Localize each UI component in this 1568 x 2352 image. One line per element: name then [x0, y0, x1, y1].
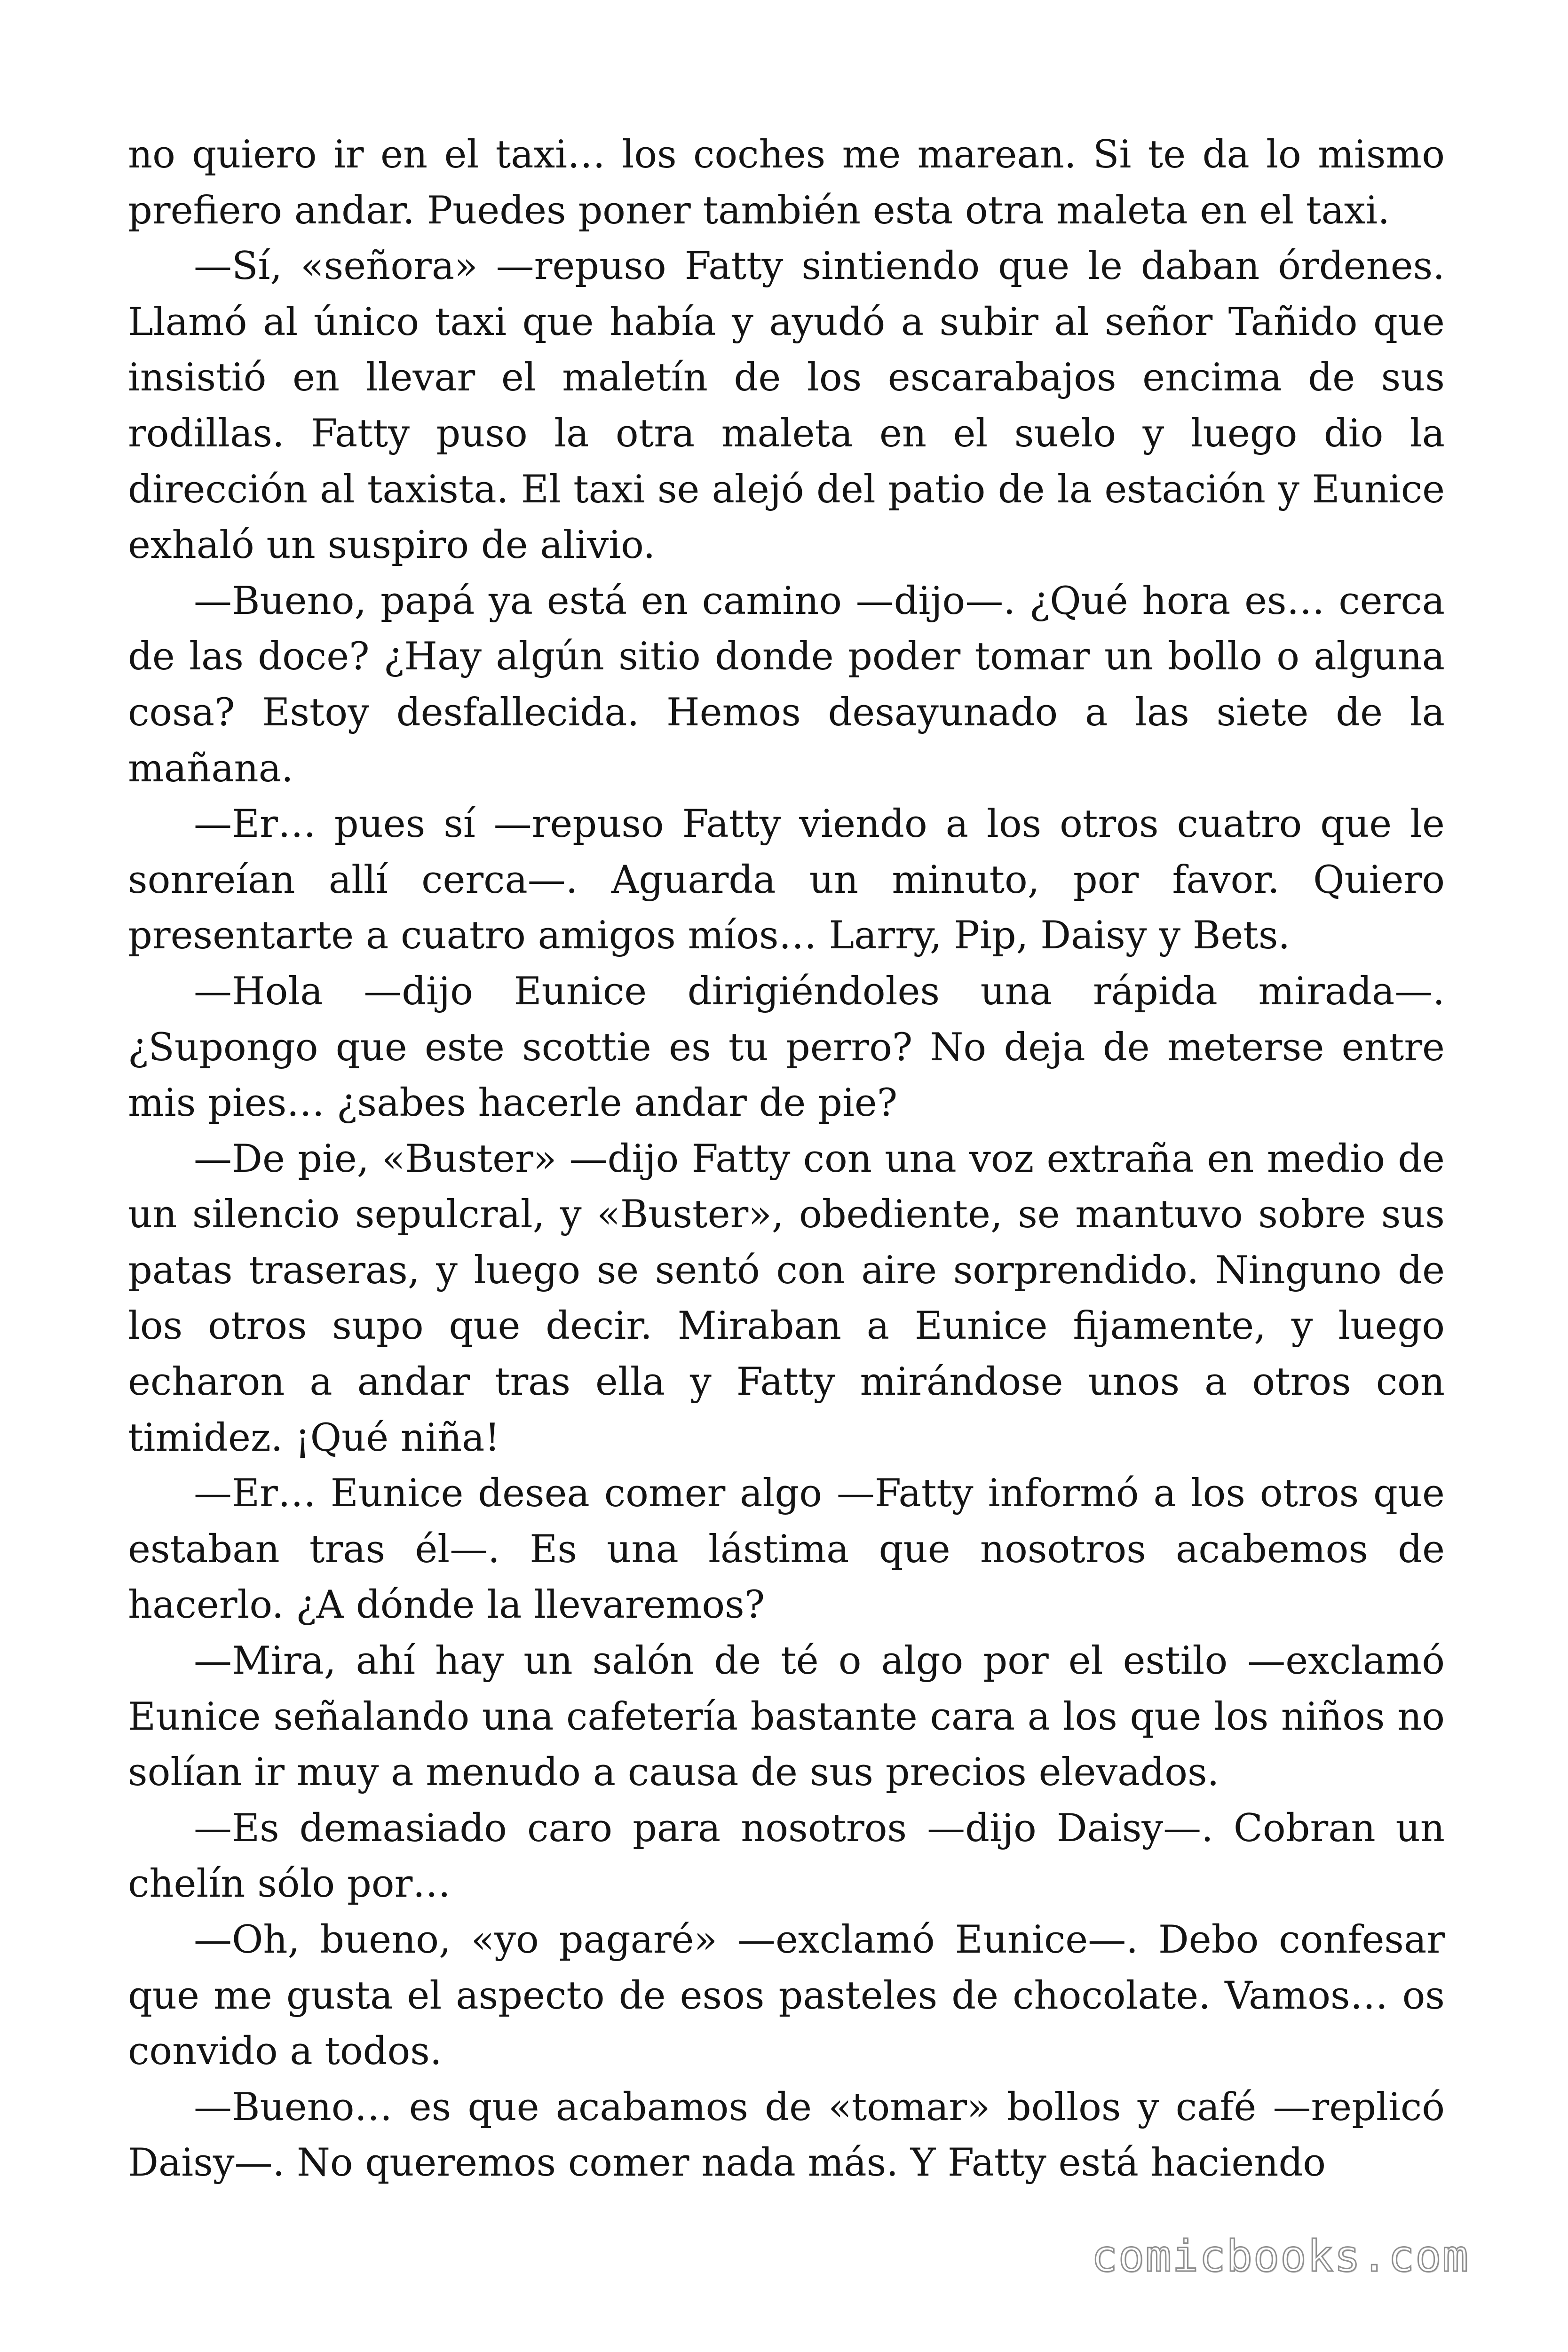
- paragraph-8: —Mira, ahí hay un salón de té o algo por el estilo —exclamó Eunice señalando una cafetería bastante cara a los que los niños no solían ir muy a menudo a causa de sus precios elevados.: [128, 1639, 1445, 1795]
- paragraph-10: —Oh, bueno, «yo pagaré» —exclamó Eunice—. Debo confesar que me gusta el aspecto de esos pasteles de chocolate. Vamos… os convido a todos.: [128, 1918, 1445, 2074]
- paragraph-7: —Er… Eunice desea comer algo —Fatty informó a los otros que estaban tras él—. Es una lástima que nosotros acabemos de hacerlo. ¿A dónde la llevaremos?: [128, 1471, 1445, 1628]
- paragraph-9: —Es demasiado caro para nosotros —dijo Daisy—. Cobran un chelín sólo por…: [128, 1806, 1445, 1907]
- paragraph-4: —Er… pues sí —repuso Fatty viendo a los otros cuatro que le sonreían allí cerca—. Aguarda un minuto, por favor. Quiero presentarte a cuatro amigos míos… Larry, Pip, Daisy y Bets.: [128, 802, 1445, 958]
- paragraph-1: no quiero ir en el taxi… los coches me marean. Si te da lo mismo prefiero andar. Puedes poner también esta otra maleta en el taxi.: [128, 133, 1445, 233]
- paragraph-5: —Hola —dijo Eunice dirigiéndoles una rápida mirada—. ¿Supongo que este scottie es tu perro? No deja de meterse entre mis pies… ¿sabes hacerle andar de pie?: [128, 969, 1445, 1126]
- paragraph-6: —De pie, «Buster» —dijo Fatty con una voz extraña en medio de un silencio sepulcral, y «Buster», obediente, se mantuvo sobre sus patas traseras, y luego se sentó con aire sorprendido. Ninguno de los otros supo que decir. Miraban a Eunice fijamente, y luego echaron a andar tras ella y Fatty mirándose unos a otros con timidez. ¡Qué niña!: [128, 1136, 1445, 1460]
- paragraph-2: —Sí, «señora» —repuso Fatty sintiendo que le daban órdenes. Llamó al único taxi que había y ayudó a subir al señor Tañido que insistió en llevar el maletín de los escarabajos encima de sus rodillas. Fatty puso la otra maleta en el suelo y luego dio la dirección al taxista. El taxi se alejó del patio de la estación y Eunice exhaló un suspiro de alivio.: [128, 244, 1445, 568]
- book-page-text: [128, 127, 1445, 2191]
- paragraph-11: —Bueno… es que acabamos de «tomar» bollos y café —replicó Daisy—. No queremos comer nada más. Y Fatty está haciendo: [128, 2085, 1445, 2185]
- paragraph-3: —Bueno, papá ya está en camino —dijo—. ¿Qué hora es… cerca de las doce? ¿Hay algún sitio donde poder tomar un bollo o alguna cosa? Estoy desfallecida. Hemos desayunado a las siete de la mañana.: [128, 579, 1445, 791]
- watermark-text: comicbooks.com: [1091, 2231, 1469, 2281]
